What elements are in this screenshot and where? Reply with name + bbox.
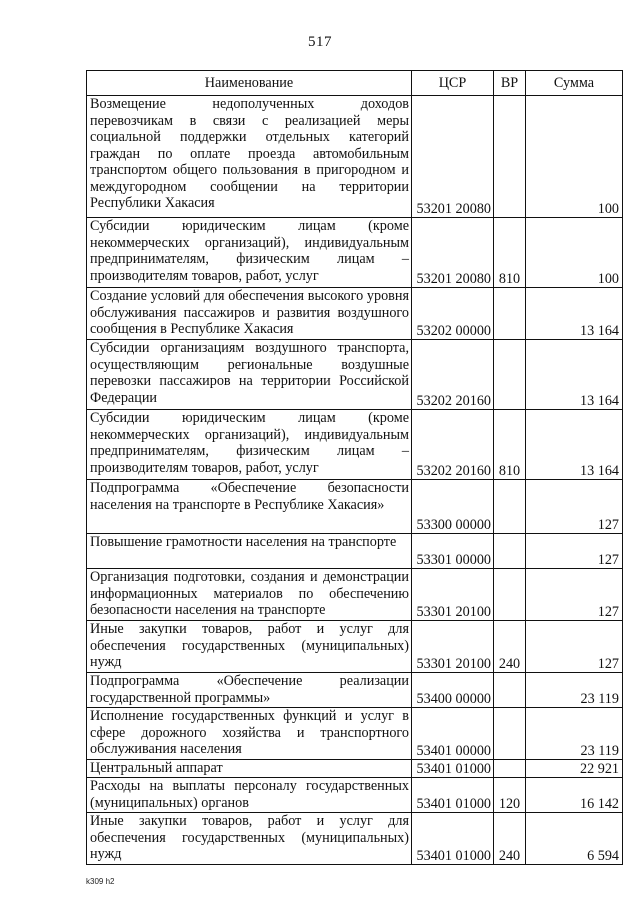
- row-sum: 127: [526, 569, 623, 621]
- row-vr: 810: [494, 218, 526, 288]
- row-sum: 13 164: [526, 410, 623, 480]
- row-name: Организация подготовки, создания и демонстрации информационных материалов по обеспечению безопасности населения на транспорте: [87, 569, 412, 621]
- row-name: Субсидии организациям воздушного транспорта, осуществляющим региональные воздушные перевозки пассажиров на территории Российской Федерации: [87, 340, 412, 410]
- row-name: Создание условий для обеспечения высокого уровня обслуживания пассажиров и развития воздушного сообщения в Республике Хакасия: [87, 288, 412, 340]
- page-number: 517: [308, 34, 332, 50]
- table-row: [87, 760, 623, 778]
- row-vr: 240: [494, 813, 526, 865]
- row-name: Субсидии юридическим лицам (кроме некоммерческих организаций), индивидуальным предпринимателям, физическим лицам – производителям товаров, работ, услуг: [87, 218, 412, 288]
- row-csr: 53201 20080: [412, 96, 494, 218]
- table-row: [87, 621, 623, 673]
- row-sum: 23 119: [526, 708, 623, 760]
- row-name: Возмещение недополученных доходов перевозчикам в связи с реализацией меры социальной поддержки отдельных категорий граждан по оплате проезда автомобильным транспортом общего пользования в пригородном и междугородном сообщении на территории Республики Хакасия: [87, 96, 412, 218]
- row-name: Подпрограмма «Обеспечение реализации государственной программы»: [87, 673, 412, 708]
- row-vr: [494, 288, 526, 340]
- row-sum: 13 164: [526, 340, 623, 410]
- row-vr: [494, 480, 526, 534]
- row-csr: 53401 00000: [412, 708, 494, 760]
- row-sum: 100: [526, 218, 623, 288]
- row-sum: 22 921: [526, 760, 623, 778]
- column-header-sum: Сумма: [526, 71, 623, 96]
- row-name: Субсидии юридическим лицам (кроме некоммерческих организаций), индивидуальным предпринимателям, физическим лицам – производителям товаров, работ, услуг: [87, 410, 412, 480]
- table-row: [87, 673, 623, 708]
- row-csr: 53400 00000: [412, 673, 494, 708]
- row-name: Исполнение государственных функций и услуг в сфере дорожного хозяйства и транспортного обслуживания населения: [87, 708, 412, 760]
- row-csr: 53201 20080: [412, 218, 494, 288]
- row-csr: 53202 20160: [412, 340, 494, 410]
- row-csr: 53300 00000: [412, 480, 494, 534]
- row-csr: 53401 01000: [412, 760, 494, 778]
- row-vr: [494, 673, 526, 708]
- row-csr: 53301 20100: [412, 621, 494, 673]
- row-sum: 127: [526, 480, 623, 534]
- table-row: [87, 778, 623, 813]
- row-name: Центральный аппарат: [87, 760, 412, 778]
- row-vr: [494, 534, 526, 569]
- row-sum: 127: [526, 621, 623, 673]
- table-row: [87, 218, 623, 288]
- row-name: Подпрограмма «Обеспечение безопасности населения на транспорте в Республике Хакасия»: [87, 480, 412, 534]
- row-name: Иные закупки товаров, работ и услуг для обеспечения государственных (муниципальных) нужд: [87, 813, 412, 865]
- row-sum: 127: [526, 534, 623, 569]
- row-vr: [494, 569, 526, 621]
- row-csr: 53401 01000: [412, 778, 494, 813]
- row-sum: 23 119: [526, 673, 623, 708]
- table-row: [87, 410, 623, 480]
- column-header-csr: ЦСР: [412, 71, 494, 96]
- table-row: [87, 340, 623, 410]
- row-vr: 240: [494, 621, 526, 673]
- row-sum: 16 142: [526, 778, 623, 813]
- row-sum: 6 594: [526, 813, 623, 865]
- row-name: Повышение грамотности населения на транспорте: [87, 534, 412, 569]
- table-header-row: [87, 71, 623, 96]
- column-header-vr: ВР: [494, 71, 526, 96]
- table-row: [87, 534, 623, 569]
- table-row: [87, 288, 623, 340]
- table-row: [87, 569, 623, 621]
- row-name: Расходы на выплаты персоналу государственных (муниципальных) органов: [87, 778, 412, 813]
- footer-code: k309 h2: [86, 877, 115, 886]
- row-vr: 810: [494, 410, 526, 480]
- row-sum: 100: [526, 96, 623, 218]
- table-row: [87, 96, 623, 218]
- row-name: Иные закупки товаров, работ и услуг для обеспечения государственных (муниципальных) нужд: [87, 621, 412, 673]
- table-row: [87, 480, 623, 534]
- table-row: [87, 813, 623, 865]
- row-csr: 53202 00000: [412, 288, 494, 340]
- row-vr: [494, 340, 526, 410]
- budget-table: [86, 70, 623, 865]
- row-vr: 120: [494, 778, 526, 813]
- column-header-name: Наименование: [87, 71, 412, 96]
- row-vr: [494, 760, 526, 778]
- row-vr: [494, 708, 526, 760]
- row-csr: 53301 20100: [412, 569, 494, 621]
- row-csr: 53301 00000: [412, 534, 494, 569]
- table-row: [87, 708, 623, 760]
- row-vr: [494, 96, 526, 218]
- row-csr: 53401 01000: [412, 813, 494, 865]
- row-sum: 13 164: [526, 288, 623, 340]
- row-csr: 53202 20160: [412, 410, 494, 480]
